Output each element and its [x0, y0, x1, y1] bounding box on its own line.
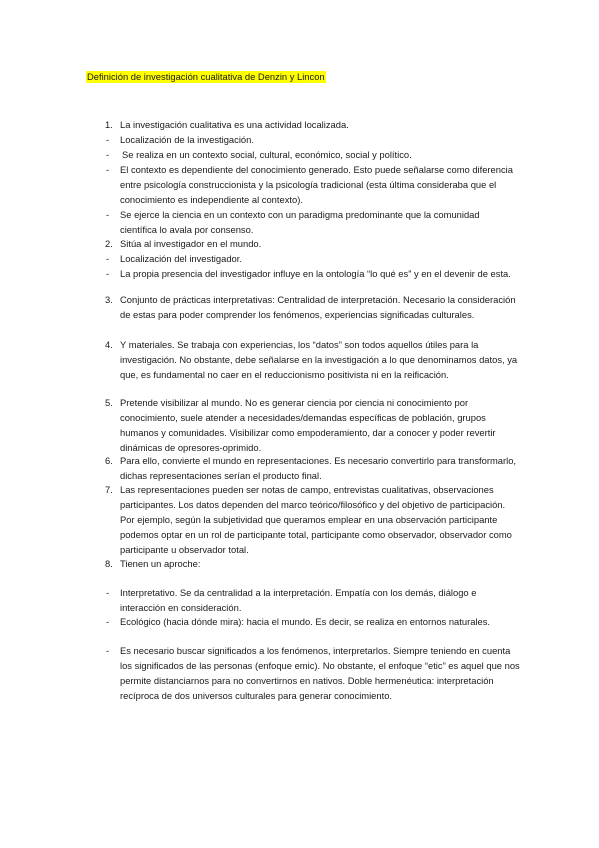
- list-marker: -: [106, 616, 110, 627]
- list-marker: -: [106, 134, 110, 145]
- list-item-text: Tienen un aproche:: [120, 558, 201, 569]
- list-item-text: Se realiza en un contexto social, cultural, económico, social y político.: [122, 149, 412, 160]
- list-marker: 2.: [105, 238, 113, 249]
- list-item-text: Se ejerce la ciencia en un contexto con un paradigma predominante que la comunidad científica lo avala por consenso.: [120, 209, 480, 235]
- list-marker: -: [106, 587, 110, 598]
- list-item-text: Pretende visibilizar al mundo. No es generar ciencia por ciencia ni conocimiento por conocimiento, suele atender a necesidades/demandas específicas de población, grupos humanos y comunidades. Visibilizar como empoderamiento, dar a conocer y poder revertir dinámicas de opresores-oprimido.: [120, 397, 496, 453]
- list-marker: 5.: [105, 397, 113, 408]
- list-item-text: Localización del investigador.: [120, 253, 242, 264]
- list-marker: -: [106, 268, 110, 279]
- list-item-text: Las representaciones pueden ser notas de campo, entrevistas cualitativas, observaciones participantes. Los datos dependen del marco teórico/filosófico y del objetivo de participación. Por ejemplo, según la subjetividad que queramos emplear en una observación participante podemos optar en un rol de participante total, participante como observador, observador como participante u observador total.: [120, 484, 512, 555]
- list-marker: 8.: [105, 558, 113, 569]
- list-item-text: Sitúa al investigador en el mundo.: [120, 238, 262, 249]
- list-marker: -: [106, 645, 110, 656]
- list-marker: -: [106, 149, 110, 160]
- list-item-text: Conjunto de prácticas interpretativas: Centralidad de interpretación. Necesario la consideración de estas para poder comprender los fenómenos, experiencias significadas culturales.: [120, 294, 516, 320]
- list-item-text: Es necesario buscar significados a los fenómenos, interpretarlos. Siempre teniendo en cuenta los significados de las personas (enfoque emic). No obstante, el enfoque “etic” es aquel que nos permite distanciarnos para no convertirnos en nativos. Doble hermenéutica: interpretación recíproca de dos universos culturales para generar conocimiento.: [120, 645, 520, 701]
- document-title: Definición de investigación cualitativa de Denzin y Lincon: [87, 71, 325, 82]
- list-marker: -: [106, 209, 110, 220]
- list-marker: 1.: [105, 119, 113, 130]
- list-marker: 7.: [105, 484, 113, 495]
- list-item-text: Para ello, convierte el mundo en representaciones. Es necesario convertirlo para transformarlo, dichas representaciones serían el producto final.: [120, 455, 517, 481]
- list-item-text: Ecológico (hacia dónde mira): hacia el mundo. Es decir, se realiza en entornos naturales.: [120, 616, 490, 627]
- list-item-text: Y materiales. Se trabaja con experiencias, los “datos” son todos aquellos útiles para la investigación. No obstante, debe señalarse en la investigación a lo que denominamos datos, ya que, es fundamental no caer en el reduccionismo positivista ni en la reificación.: [120, 339, 518, 380]
- list-item-text: La propia presencia del investigador influye en la ontología “lo qué es” y en el devenir de esta.: [120, 268, 511, 279]
- list-item-text: La investigación cualitativa es una actividad localizada.: [120, 119, 349, 130]
- list-item-text: Interpretativo. Se da centralidad a la interpretación. Empatía con los demás, diálogo e interacción en consideración.: [120, 587, 477, 613]
- list-marker: 6.: [105, 455, 113, 466]
- list-item-text: Localización de la investigación.: [120, 134, 254, 145]
- list-marker: -: [106, 253, 110, 264]
- list-item-text: El contexto es dependiente del conocimiento generado. Esto puede señalarse como diferencia entre psicología construccionista y la psicología tradicional (esta última consideraba que el conocimiento es independiente al contexto).: [120, 164, 513, 205]
- list-marker: 4.: [105, 339, 113, 350]
- list-marker: -: [106, 164, 110, 175]
- list-marker: 3.: [105, 294, 113, 305]
